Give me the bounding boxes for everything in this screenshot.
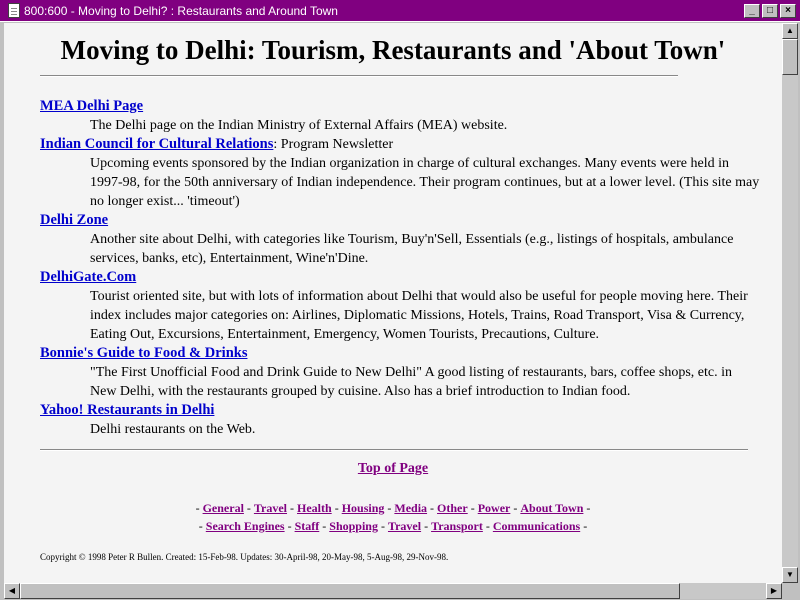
entry-description: Delhi restaurants on the Web. bbox=[90, 422, 256, 437]
nav-separator: - bbox=[583, 501, 591, 515]
scroll-left-icon[interactable]: ◀ bbox=[4, 583, 20, 599]
nav-link[interactable]: Transport bbox=[431, 519, 483, 533]
nav-link[interactable]: Search Engines bbox=[205, 519, 285, 533]
entry-title bbox=[40, 211, 760, 230]
nav-separator: - bbox=[287, 501, 298, 515]
nav-link[interactable]: Housing bbox=[341, 501, 385, 515]
entry-description: Upcoming events sponsored by the Indian organization in charge of cultural exchanges. Many events were held in 1997-98, for the 50th anniversary of Indian independence. Their program continues, but at a lower level. (This site may no longer exist... 'timeout') bbox=[90, 156, 760, 209]
entry-description: "The First Unofficial Food and Drink Guide to New Delhi" A good listing of restaurants, bars, coffee shops, etc. in New Delhi, with the restaurants grouped by cuisine. Also has a brief introduction to Indian food. bbox=[90, 365, 732, 399]
entry-title bbox=[40, 268, 760, 287]
nav-link[interactable]: Staff bbox=[294, 519, 320, 533]
horizontal-scrollbar[interactable] bbox=[4, 583, 782, 599]
entry-title bbox=[40, 344, 760, 363]
divider-top bbox=[40, 75, 678, 77]
nav-separator: - bbox=[284, 519, 295, 533]
entry-title bbox=[40, 97, 760, 116]
window-controls bbox=[744, 4, 796, 18]
scrollbar-corner bbox=[782, 583, 798, 599]
nav-link[interactable]: Shopping bbox=[329, 519, 378, 533]
nav-link[interactable]: Communications bbox=[492, 519, 581, 533]
nav-separator: - bbox=[384, 501, 395, 515]
nav-link[interactable]: Travel bbox=[387, 519, 422, 533]
page-title: Moving to Delhi: Tourism, Restaurants and 'About Town' bbox=[60, 35, 726, 65]
minimize-button[interactable]: _ bbox=[744, 4, 760, 18]
scroll-right-icon[interactable]: ▶ bbox=[766, 583, 782, 599]
entry-description: Tourist oriented site, but with lots of information about Delhi that would also be useful for people moving here. Their index includes major categories on: Airlines, Diplomatic Missions, Hotels, Trains, Road Transport, Visa & Currency, Eating Out, Excursions, Entertainment, Emergency, Women Tourists, Precautions, Culture. bbox=[90, 289, 748, 342]
nav-link[interactable]: Other bbox=[437, 501, 468, 515]
entry-description: Another site about Delhi, with categories like Tourism, Buy'n'Sell, Essentials (e.g., listings of hospitals, ambulance services, banks, etc), Entertainment, Wine'n'Dine. bbox=[90, 232, 734, 266]
entry-link[interactable]: Delhi Zone bbox=[40, 212, 109, 228]
nav-link[interactable]: Health bbox=[297, 501, 332, 515]
nav-separator: - bbox=[319, 519, 330, 533]
nav-separator: - bbox=[331, 501, 342, 515]
window-titlebar[interactable] bbox=[0, 0, 800, 22]
page-content bbox=[4, 23, 782, 583]
entry-link[interactable]: DelhiGate.Com bbox=[40, 269, 137, 285]
nav-separator: - bbox=[377, 519, 388, 533]
window-title: 800:600 - Moving to Delhi? : Restaurants and Around Town bbox=[24, 3, 338, 18]
close-button[interactable]: × bbox=[780, 4, 796, 18]
vertical-scrollbar[interactable] bbox=[782, 23, 798, 583]
site-navigation bbox=[4, 499, 782, 535]
nav-separator: - bbox=[427, 501, 438, 515]
nav-separator: - bbox=[198, 519, 206, 533]
vertical-scroll-thumb[interactable] bbox=[782, 39, 798, 75]
entry-link[interactable]: MEA Delhi Page bbox=[40, 98, 144, 114]
nav-link[interactable]: About Town bbox=[520, 501, 584, 515]
nav-separator: - bbox=[467, 501, 478, 515]
nav-separator: - bbox=[482, 519, 493, 533]
nav-separator: - bbox=[195, 501, 203, 515]
horizontal-scroll-thumb[interactable] bbox=[20, 583, 680, 599]
entry-link[interactable]: Indian Council for Cultural Relations bbox=[40, 136, 274, 152]
nav-separator: - bbox=[580, 519, 588, 533]
top-of-page bbox=[4, 461, 782, 477]
link-list bbox=[40, 97, 760, 439]
entry-link-suffix: : Program Newsletter bbox=[273, 137, 394, 152]
nav-link[interactable]: General bbox=[202, 501, 244, 515]
scroll-up-icon[interactable]: ▲ bbox=[782, 23, 798, 39]
entry-link[interactable]: Yahoo! Restaurants in Delhi bbox=[40, 402, 215, 418]
nav-separator: - bbox=[510, 501, 521, 515]
scroll-down-icon[interactable]: ▼ bbox=[782, 567, 798, 583]
entry-title bbox=[40, 401, 760, 420]
entry-link[interactable]: Bonnie's Guide to Food & Drinks bbox=[40, 345, 248, 361]
nav-row-2 bbox=[4, 517, 782, 535]
nav-separator: - bbox=[243, 501, 254, 515]
divider-bottom bbox=[40, 449, 748, 451]
nav-row-1 bbox=[4, 499, 782, 517]
entry-title bbox=[40, 135, 760, 154]
nav-link[interactable]: Media bbox=[394, 501, 428, 515]
entry-description: The Delhi page on the Indian Ministry of External Affairs (MEA) website. bbox=[90, 118, 508, 133]
nav-link[interactable]: Power bbox=[477, 501, 511, 515]
maximize-button[interactable]: □ bbox=[762, 4, 778, 18]
top-of-page-link[interactable]: Top of Page bbox=[357, 461, 429, 476]
copyright-notice: Copyright © 1998 Peter R Bullen. Created: 15-Feb-98. Updates: 30-April-98, 20-May-98, 5-Aug-98, 29-Nov-98. bbox=[40, 552, 449, 562]
nav-separator: - bbox=[421, 519, 432, 533]
nav-link[interactable]: Travel bbox=[253, 501, 288, 515]
document-icon bbox=[8, 3, 20, 18]
